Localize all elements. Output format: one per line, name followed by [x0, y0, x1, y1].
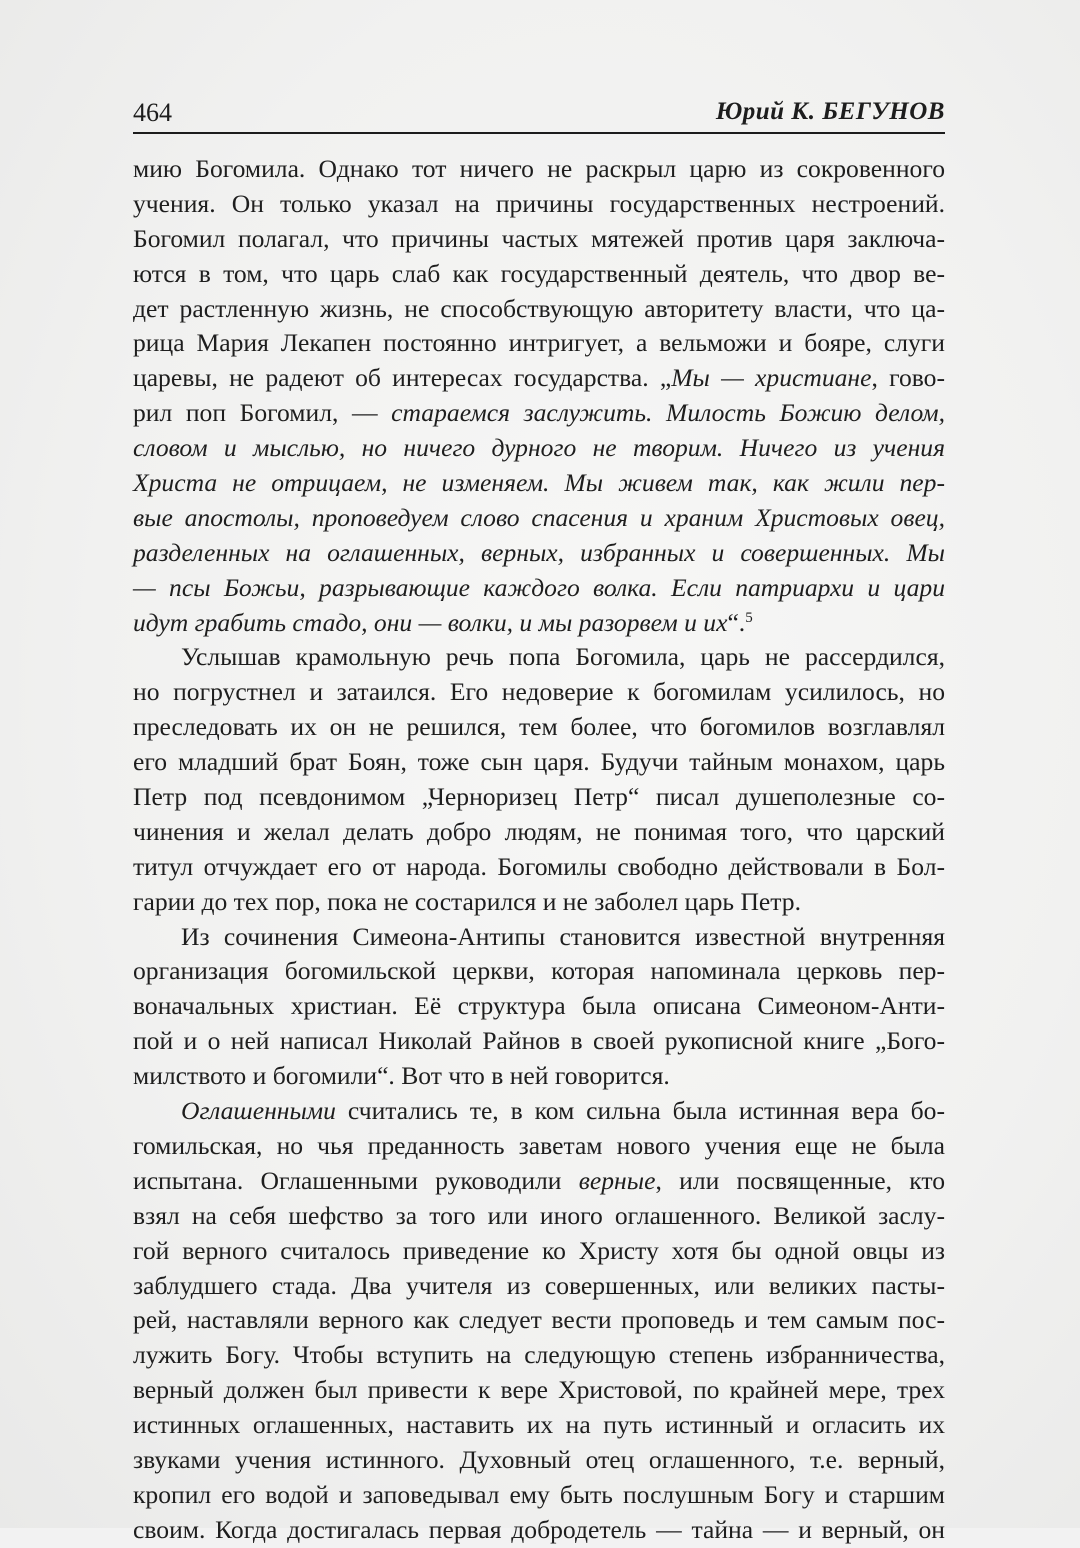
text-line — [133, 466, 945, 501]
line-text: царевы, не радеют об интересах государства. „ — [133, 363, 672, 393]
italic-text: вые апостолы, проповедуем слово спасения и храним Христовых овец, — [133, 502, 945, 532]
text-line — [133, 675, 945, 710]
text-line — [133, 1303, 945, 1338]
line-text: гарии до тех пор, пока не состарился и не заболел царь Петр. — [133, 886, 801, 916]
line-text: милството и богомили“. Вот что в ней говорится. — [133, 1061, 670, 1091]
line-text: испытана. Оглашенными руководили — [133, 1165, 579, 1195]
text-line — [133, 606, 945, 641]
line-text: кропил его водой и заповедывал ему быть послушным Богу и старшим — [133, 1479, 945, 1509]
text-line — [133, 257, 945, 292]
line-text: считались те, в ком сильна была истинная вера бо- — [335, 1096, 945, 1126]
text-line — [133, 954, 945, 989]
text-line — [133, 1373, 945, 1408]
text-line — [133, 222, 945, 257]
line-text: , гово- — [871, 363, 945, 393]
line-text: его младший брат Боян, тоже сын царя. Будучи тайным монахом, царь — [133, 747, 945, 777]
line-text: Богомил полагал, что причины частых мятежей против царя заключа- — [133, 223, 945, 253]
line-text: верный должен был привести к вере Христовой, по крайней мере, трех — [133, 1375, 945, 1405]
line-text: Услышав крамольную речь попа Богомила, царь не рассердился, — [181, 642, 945, 672]
line-text: титул отчуждает его от народа. Богомилы свободно действовали в Бол- — [133, 851, 945, 881]
line-text: истинных оглашенных, наставить их на путь истинный и огласить их — [133, 1410, 945, 1440]
line-text: ются в том, что царь слаб как государственный деятель, что двор ве- — [133, 258, 945, 288]
text-line — [133, 1094, 945, 1129]
text-line — [133, 1199, 945, 1234]
line-text: но погрустнел и затаился. Его недоверие к богомилам усилилось, но — [133, 677, 945, 707]
text-line — [133, 187, 945, 222]
text-line — [133, 152, 945, 187]
line-text: чинения и желал делать добро людям, не понимая того, что царский — [133, 816, 945, 846]
text-line — [133, 850, 945, 885]
italic-text: Мы — христиане — [671, 363, 872, 393]
text-line — [133, 640, 945, 675]
text-line — [133, 1234, 945, 1269]
text-line — [133, 361, 945, 396]
line-text: звуками учения истинного. Духовный отец оглашенного, т.е. верный, — [133, 1444, 945, 1474]
line-text: пой и о ней написал Николай Райнов в своей рукописной книге „Бого- — [133, 1026, 945, 1056]
text-line — [133, 292, 945, 327]
text-line — [133, 571, 945, 606]
italic-text: разделенных на оглашенных, верных, избранных и совершенных. Мы — [133, 537, 945, 567]
italic-text: Христа не отрицаем, не изменяем. Мы живем так, как жили пер- — [133, 468, 945, 498]
line-text: своим. Когда достигалась первая добродетель — тайна — и верный, он — [133, 1514, 945, 1544]
page-number: 464 — [133, 98, 172, 127]
italic-text: идут грабить стадо, они — волки, и мы разорвем и их — [133, 607, 728, 637]
line-text: учения. Он только указал на причины государственных нестроений. — [133, 188, 945, 218]
text-line — [133, 1129, 945, 1164]
text-line — [133, 1338, 945, 1373]
text-line — [133, 989, 945, 1024]
line-text: рей, наставляли верного как следует вести проповедь и тем самым пос- — [133, 1305, 945, 1335]
running-title: Юрий К. БЕГУНОВ — [715, 98, 945, 125]
text-line — [133, 1269, 945, 1304]
line-text: организация богомильской церкви, которая напоминала церковь пер- — [133, 956, 945, 986]
italic-text: — псы Божьи, разрывающие каждого волка. Если патриархи и цари — [133, 572, 945, 602]
italic-text: словом и мыслью, но ничего дурного не творим. Ничего из учения — [133, 433, 945, 463]
italic-text: стараемся заслужить. Милость Божию делом, — [391, 398, 945, 428]
text-line — [133, 1478, 945, 1513]
text-line — [133, 710, 945, 745]
line-text: гой верного считалось приведение ко Христу хотя бы одной овцы из — [133, 1235, 945, 1265]
line-text: рил поп Богомил, — — [133, 398, 392, 428]
text-line — [133, 780, 945, 815]
text-line — [133, 1443, 945, 1478]
text-line — [133, 920, 945, 955]
text-line — [133, 885, 945, 920]
text-line — [133, 1059, 945, 1094]
text-line — [133, 815, 945, 850]
line-text: , или посвященные, кто — [655, 1165, 945, 1195]
line-text: мию Богомила. Однако тот ничего не раскрыл царю из сокровенного — [133, 154, 945, 183]
text-line — [133, 1024, 945, 1059]
line-text: рица Мария Лекапен постоянно интригует, а вельможи и бояре, слуги — [133, 328, 945, 358]
line-text: лужить Богу. Чтобы вступить на следующую степень избранничества, — [133, 1340, 945, 1370]
text-line — [133, 431, 945, 466]
page-header — [133, 96, 945, 134]
line-text: заблудшего стада. Два учителя из совершенных, или великих пасты- — [133, 1270, 945, 1300]
text-line — [133, 536, 945, 571]
line-text: преследовать их он не решился, тем более, что богомилов возглавлял — [133, 712, 945, 742]
text-line — [133, 1513, 945, 1548]
text-line — [133, 326, 945, 361]
line-text: “. — [727, 607, 746, 637]
line-text: дет растленную жизнь, не способствующую авторитету власти, что ца- — [133, 293, 945, 323]
line-text: воначальных христиан. Её структура была описана Симеоном-Анти- — [133, 991, 945, 1021]
text-line — [133, 501, 945, 536]
text-line — [133, 396, 945, 431]
footnote-marker: 5 — [745, 609, 753, 626]
text-line — [133, 1164, 945, 1199]
line-text: Петр под псевдонимом „Черноризец Петр“ писал душеполезные со- — [133, 782, 945, 812]
italic-text: верные — [578, 1165, 656, 1195]
line-text: гомильская, но чья преданность заветам нового учения еще не была — [133, 1130, 945, 1160]
body-text — [133, 152, 945, 1548]
line-text: взял на себя шефство за того или иного оглашенного. Великой заслу- — [133, 1200, 945, 1230]
text-line — [133, 1408, 945, 1443]
text-line — [133, 745, 945, 780]
italic-text: Оглашенными — [181, 1096, 336, 1126]
line-text: Из сочинения Симеона-Антипы становится известной внутренняя — [181, 921, 945, 951]
